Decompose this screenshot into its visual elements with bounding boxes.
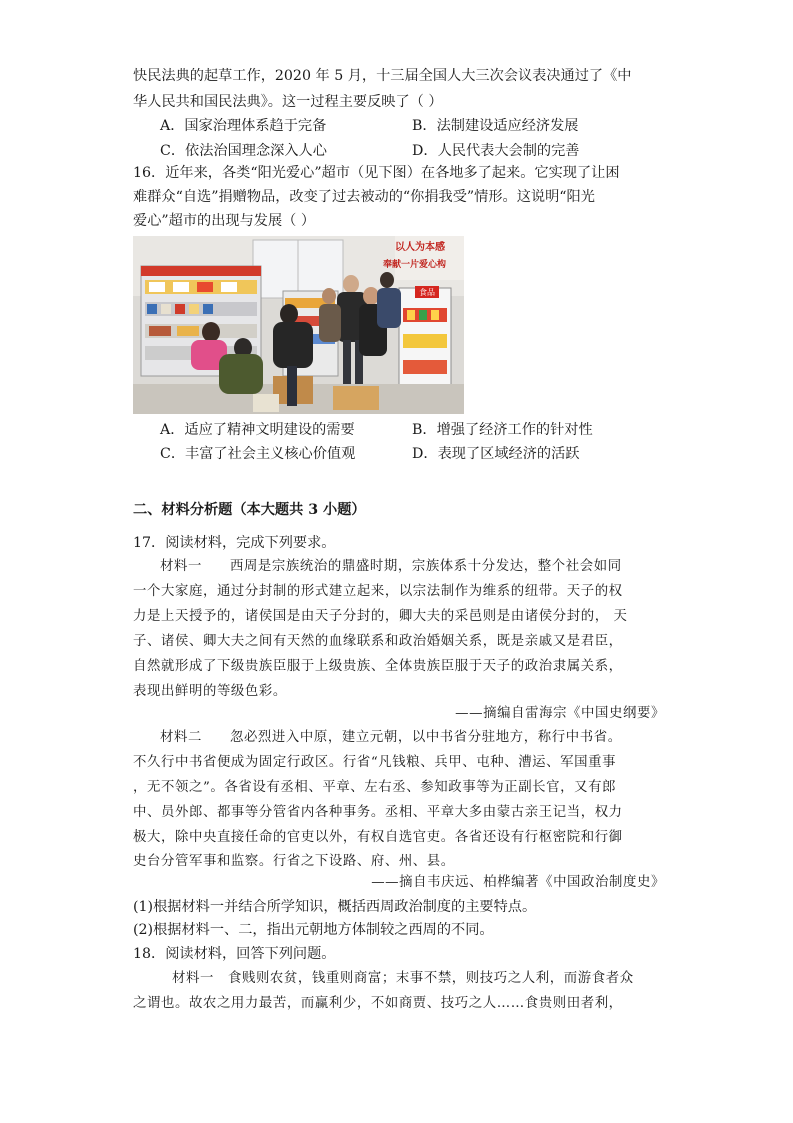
q17-material1-line5: 自然就形成了下级贵族臣服于上级贵族、全体贵族臣服于天子的政治隶属关系， (133, 659, 623, 674)
q18-material1-line2: 之谓也。故农之用力最苦，而赢利少，不如商贾、技巧之人……食贵则田者利， (133, 996, 623, 1011)
q15-option-c: C．依法治国理念深入人心 (160, 143, 327, 159)
q16-line1: 16．近年来，各类“阳光爱心”超市（见下图）在各地多了起来。它实现了让困 (133, 165, 620, 181)
q17-material2-line3: ，无不领之”。各省设有丞相、平章、左右丞、参知政事等为正副长官，又有郎 (133, 780, 617, 795)
q15-option-a: A．国家治理体系趋于完备 (160, 118, 327, 134)
q17-material2-line5: 极大，除中央直接任命的官吏以外，有权自选官吏。各省还设有行枢密院和行御 (133, 830, 623, 845)
q16-option-b: B．增强了经济工作的针对性 (412, 422, 593, 438)
q15-option-d: D．人民代表大会制的完善 (412, 143, 580, 159)
q18-stem: 18．阅读材料，回答下列问题。 (133, 946, 336, 962)
section-title: 二、材料分析题（本大题共 3 小题） (133, 502, 366, 518)
q17-material2-source: ——摘自韦庆远、柏桦编著《中国政治制度史》 (371, 875, 665, 890)
q17-material1-line4: 子、诸侯、卿大夫之间有天然的血缘联系和政治婚姻关系，既是亲戚又是君臣， (133, 634, 623, 649)
q15-option-b: B．法制建设适应经济发展 (412, 118, 579, 134)
q16-line2: 难群众“自选”捐赠物品，改变了过去被动的“你捐我受”情形。这说明“阳光 (133, 189, 595, 205)
q17-material2-line6: 史台分管军事和监察。行省之下设路、府、州、县。 (133, 854, 455, 869)
q15-line1: 快民法典的起草工作，2020 年 5 月，十三届全国人大三次会议表决通过了《中 (133, 68, 632, 84)
q17-material1-line3: 力是上天授予的，诸侯国是由天子分封的，卿大夫的采邑则是由诸侯分封的， 天 (133, 609, 628, 624)
q15-line2: 华人民共和国民法典》。这一过程主要反映了（ ） (133, 94, 443, 110)
q17-question1: (1)根据材料一并结合所学知识，概括西周政治制度的主要特点。 (133, 899, 537, 915)
q16-option-c: C．丰富了社会主义核心价值观 (160, 446, 356, 462)
banner-text-1: 以人为本感 (395, 242, 445, 253)
q16-line3: 爱心”超市的出现与发展（ ） (133, 213, 316, 229)
banner-text-2: 奉献一片爱心构 (383, 260, 447, 270)
q17-material1-line6: 表现出鲜明的等级色彩。 (133, 684, 287, 699)
q17-question2: (2)根据材料一、二，指出元朝地方体制较之西周的不同。 (133, 922, 494, 938)
q18-material1-line1: 材料一 食贱则农贫，钱重则商富；末事不禁，则技巧之人利，而游食者众 (172, 971, 634, 986)
q17-material2-line4: 中、员外郎、都事等分管省内各种事务。丞相、平章大多由蒙古亲王记当，权力 (133, 805, 623, 820)
q17-material1-line1: 材料一 西周是宗族统治的鼎盛时期，宗族体系十分发达，整个社会如同 (160, 559, 622, 574)
q17-material1-line2: 一个大家庭，通过分封制的形式建立起来，以宗法制作为维系的纽带。天子的权 (133, 584, 623, 599)
q16-option-a: A．适应了精神文明建设的需要 (160, 422, 355, 438)
food-sign: 食品 (419, 288, 435, 297)
q17-material2-line1: 材料二 忽必烈进入中原，建立元朝，以中书省分驻地方，称行中书省。 (160, 730, 622, 745)
q16-option-d: D．表现了区域经济的活跃 (412, 446, 580, 462)
q17-material1-source: ——摘编自雷海宗《中国史纲要》 (455, 706, 665, 721)
q17-stem: 17．阅读材料，完成下列要求。 (133, 535, 336, 551)
charity-supermarket-photo (133, 236, 464, 414)
q17-material2-line2: 不久行中书省便成为固定行政区。行省“凡钱粮、兵甲、屯种、漕运、军国重事 (133, 755, 617, 770)
